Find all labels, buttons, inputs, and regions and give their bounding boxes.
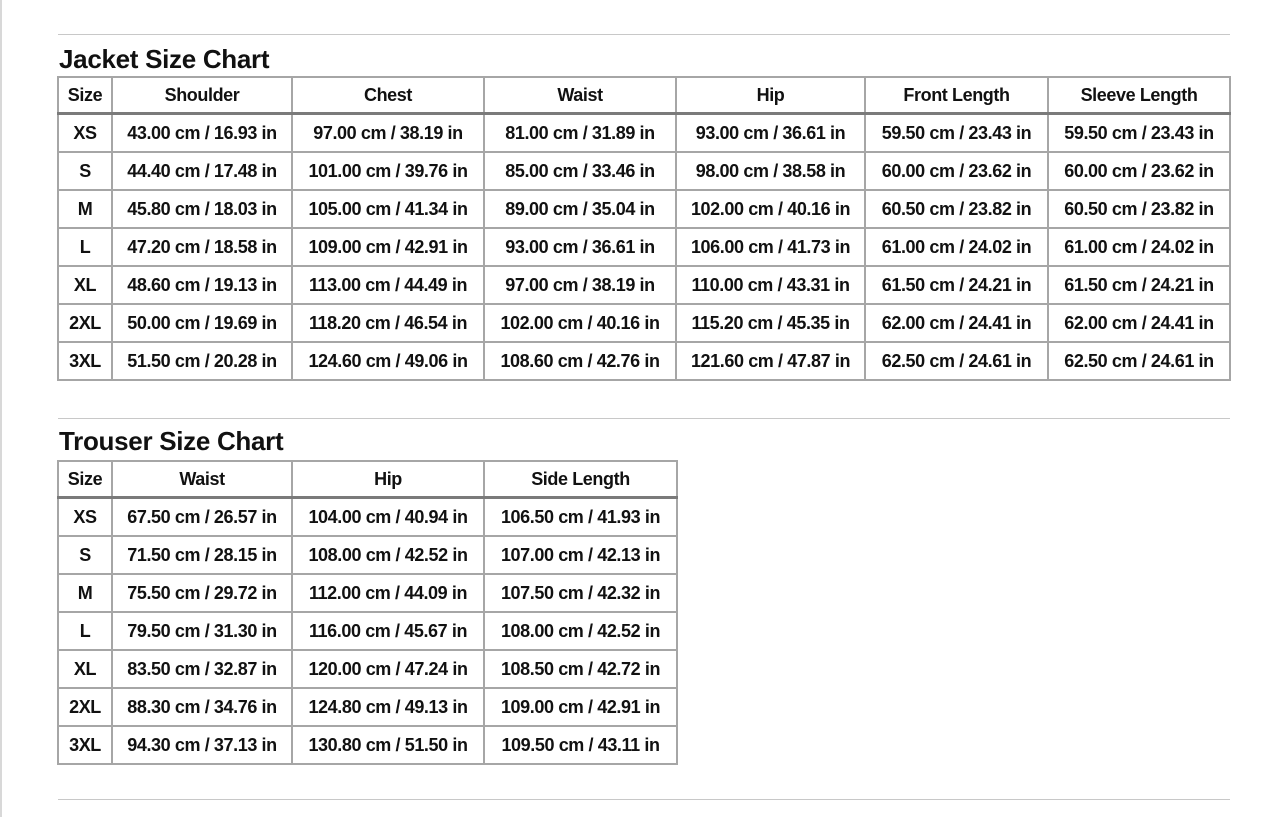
size-cell: M [58, 190, 112, 228]
page-left-edge [0, 0, 2, 817]
table-row [58, 650, 677, 688]
front-length-cell: 59.50 cm / 23.43 in [865, 114, 1048, 153]
jacket-size-table [57, 76, 1231, 381]
table-row [58, 304, 1230, 342]
size-cell: L [58, 612, 112, 650]
front-length-cell: 61.50 cm / 24.21 in [865, 266, 1048, 304]
waist-cell: 102.00 cm / 40.16 in [484, 304, 676, 342]
chest-cell: 97.00 cm / 38.19 in [292, 114, 484, 153]
size-cell: 2XL [58, 688, 112, 726]
table-row [58, 228, 1230, 266]
table-row [58, 726, 677, 764]
jacket-header-row [58, 77, 1230, 114]
shoulder-cell: 45.80 cm / 18.03 in [112, 190, 292, 228]
shoulder-cell: 48.60 cm / 19.13 in [112, 266, 292, 304]
front-length-cell: 61.00 cm / 24.02 in [865, 228, 1048, 266]
waist-cell: 88.30 cm / 34.76 in [112, 688, 292, 726]
top-divider [58, 34, 1230, 35]
header-front-length: Front Length [865, 77, 1048, 114]
middle-divider [58, 418, 1230, 419]
table-row [58, 152, 1230, 190]
size-cell: XS [58, 498, 112, 537]
chest-cell: 118.20 cm / 46.54 in [292, 304, 484, 342]
header-shoulder: Shoulder [112, 77, 292, 114]
waist-cell: 75.50 cm / 29.72 in [112, 574, 292, 612]
side-length-cell: 108.50 cm / 42.72 in [484, 650, 677, 688]
sleeve-length-cell: 62.00 cm / 24.41 in [1048, 304, 1230, 342]
hip-cell: 108.00 cm / 42.52 in [292, 536, 484, 574]
front-length-cell: 62.50 cm / 24.61 in [865, 342, 1048, 380]
header-side-length: Side Length [484, 461, 677, 498]
hip-cell: 106.00 cm / 41.73 in [676, 228, 865, 266]
jacket-chart-title: Jacket Size Chart [59, 44, 270, 74]
hip-cell: 93.00 cm / 36.61 in [676, 114, 865, 153]
size-cell: 2XL [58, 304, 112, 342]
waist-cell: 67.50 cm / 26.57 in [112, 498, 292, 537]
waist-cell: 83.50 cm / 32.87 in [112, 650, 292, 688]
size-cell: XL [58, 266, 112, 304]
waist-cell: 93.00 cm / 36.61 in [484, 228, 676, 266]
front-length-cell: 60.00 cm / 23.62 in [865, 152, 1048, 190]
side-length-cell: 109.00 cm / 42.91 in [484, 688, 677, 726]
hip-cell: 116.00 cm / 45.67 in [292, 612, 484, 650]
chest-cell: 105.00 cm / 41.34 in [292, 190, 484, 228]
table-row [58, 266, 1230, 304]
hip-cell: 112.00 cm / 44.09 in [292, 574, 484, 612]
side-length-cell: 108.00 cm / 42.52 in [484, 612, 677, 650]
waist-cell: 89.00 cm / 35.04 in [484, 190, 676, 228]
shoulder-cell: 50.00 cm / 19.69 in [112, 304, 292, 342]
side-length-cell: 109.50 cm / 43.11 in [484, 726, 677, 764]
chest-cell: 124.60 cm / 49.06 in [292, 342, 484, 380]
hip-cell: 110.00 cm / 43.31 in [676, 266, 865, 304]
waist-cell: 81.00 cm / 31.89 in [484, 114, 676, 153]
trouser-chart-title: Trouser Size Chart [59, 426, 284, 456]
hip-cell: 121.60 cm / 47.87 in [676, 342, 865, 380]
waist-cell: 108.60 cm / 42.76 in [484, 342, 676, 380]
size-cell: M [58, 574, 112, 612]
chest-cell: 109.00 cm / 42.91 in [292, 228, 484, 266]
table-row [58, 688, 677, 726]
side-length-cell: 107.50 cm / 42.32 in [484, 574, 677, 612]
hip-cell: 98.00 cm / 38.58 in [676, 152, 865, 190]
sleeve-length-cell: 62.50 cm / 24.61 in [1048, 342, 1230, 380]
waist-cell: 79.50 cm / 31.30 in [112, 612, 292, 650]
size-cell: 3XL [58, 726, 112, 764]
header-waist: Waist [484, 77, 676, 114]
table-row [58, 536, 677, 574]
table-row [58, 498, 677, 537]
header-hip: Hip [292, 461, 484, 498]
table-row [58, 612, 677, 650]
sleeve-length-cell: 60.50 cm / 23.82 in [1048, 190, 1230, 228]
hip-cell: 102.00 cm / 40.16 in [676, 190, 865, 228]
size-cell: S [58, 152, 112, 190]
shoulder-cell: 44.40 cm / 17.48 in [112, 152, 292, 190]
sleeve-length-cell: 61.00 cm / 24.02 in [1048, 228, 1230, 266]
shoulder-cell: 43.00 cm / 16.93 in [112, 114, 292, 153]
sleeve-length-cell: 60.00 cm / 23.62 in [1048, 152, 1230, 190]
waist-cell: 94.30 cm / 37.13 in [112, 726, 292, 764]
waist-cell: 85.00 cm / 33.46 in [484, 152, 676, 190]
side-length-cell: 106.50 cm / 41.93 in [484, 498, 677, 537]
table-row [58, 114, 1230, 153]
trouser-size-table [57, 460, 678, 765]
bottom-divider [58, 799, 1230, 800]
header-hip: Hip [676, 77, 865, 114]
hip-cell: 115.20 cm / 45.35 in [676, 304, 865, 342]
header-size: Size [58, 77, 112, 114]
header-chest: Chest [292, 77, 484, 114]
front-length-cell: 60.50 cm / 23.82 in [865, 190, 1048, 228]
header-sleeve-length: Sleeve Length [1048, 77, 1230, 114]
waist-cell: 97.00 cm / 38.19 in [484, 266, 676, 304]
side-length-cell: 107.00 cm / 42.13 in [484, 536, 677, 574]
size-cell: XL [58, 650, 112, 688]
table-row [58, 574, 677, 612]
size-cell: 3XL [58, 342, 112, 380]
header-size: Size [58, 461, 112, 498]
sleeve-length-cell: 61.50 cm / 24.21 in [1048, 266, 1230, 304]
shoulder-cell: 51.50 cm / 20.28 in [112, 342, 292, 380]
size-cell: L [58, 228, 112, 266]
table-row [58, 190, 1230, 228]
header-waist: Waist [112, 461, 292, 498]
size-cell: S [58, 536, 112, 574]
sleeve-length-cell: 59.50 cm / 23.43 in [1048, 114, 1230, 153]
hip-cell: 130.80 cm / 51.50 in [292, 726, 484, 764]
chest-cell: 113.00 cm / 44.49 in [292, 266, 484, 304]
table-row [58, 342, 1230, 380]
hip-cell: 120.00 cm / 47.24 in [292, 650, 484, 688]
chest-cell: 101.00 cm / 39.76 in [292, 152, 484, 190]
shoulder-cell: 47.20 cm / 18.58 in [112, 228, 292, 266]
trouser-header-row [58, 461, 677, 498]
size-cell: XS [58, 114, 112, 153]
front-length-cell: 62.00 cm / 24.41 in [865, 304, 1048, 342]
hip-cell: 124.80 cm / 49.13 in [292, 688, 484, 726]
hip-cell: 104.00 cm / 40.94 in [292, 498, 484, 537]
waist-cell: 71.50 cm / 28.15 in [112, 536, 292, 574]
